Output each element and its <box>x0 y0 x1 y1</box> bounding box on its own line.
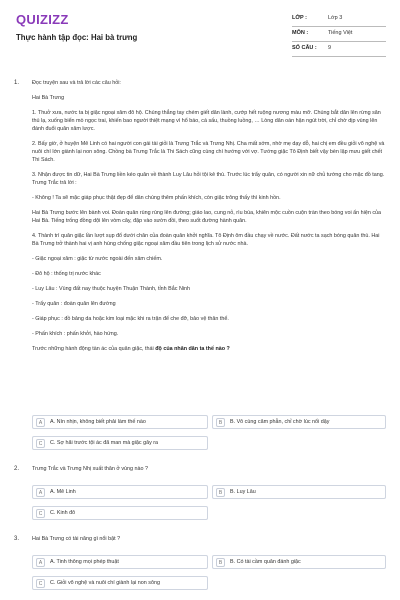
meta-key: LỚP : <box>292 15 307 21</box>
option-letter: A <box>36 558 45 567</box>
meta-value: 9 <box>328 45 332 51</box>
glossary-item: - Phấn khích : phấn khởi, hào hứng. <box>32 331 119 337</box>
option-letter: A <box>36 418 45 427</box>
meta-row-class <box>292 12 386 27</box>
story-paragraph: 3. Nhận được tin dữ, Hai Bà Trưng liền kéo quân về thành Luy Lâu hỏi tội kẻ thù. Trước lúc trẩy quân, có người xin nữ chủ tướng cho mặc đồ tang. Trưng Trắc trả lời : <box>32 172 385 186</box>
glossary-item: - Trẩy quân : đoàn quân lên đường <box>32 301 116 307</box>
question-3-body <box>32 535 386 550</box>
meta-row-count <box>292 42 386 57</box>
story-paragraph: - Không ! Ta sẽ mặc giáp phục thật đẹp để dân chúng thêm phấn khích, còn giặc trông thấy thì kinh hồn. <box>32 195 281 201</box>
option-letter: B <box>216 558 225 567</box>
option-text: A. Mê Linh <box>50 489 76 495</box>
glossary-item: - Giặc ngoại xâm : giặc từ nước ngoài đến xâm chiếm. <box>32 256 163 262</box>
worksheet-title: Thực hành tập đọc: Hai bà trưng <box>16 33 138 42</box>
option-b[interactable] <box>212 485 386 499</box>
question-prompt <box>32 345 386 353</box>
option-c[interactable] <box>32 576 208 590</box>
meta-row-subject <box>292 27 386 42</box>
option-text: B. Luy Lâu <box>230 489 256 495</box>
story-paragraph: 1. Thuở xưa, nước ta bị giặc ngoại xâm đô hộ. Chúng thẳng tay chém giết dân lành, cướp hết ruộng nương màu mỡ. Chúng bắt dân lên rừng săn thú lạ, xuống biển mò ngọc trai, khiến bao người thiệt mạng vì hổ báo, cá sấu, thuồng luồng, … Lòng dân oán hận ngút trời, chỉ chờ dịp vùng lên đánh đuổi quân xâm lược. <box>32 110 381 132</box>
meta-value: Lớp 3 <box>328 15 343 21</box>
option-a[interactable] <box>32 555 208 569</box>
question-number: 2. <box>14 466 20 472</box>
question-instruction: Đọc truyện sau và trả lời các câu hỏi: <box>32 80 121 86</box>
story-paragraph: Hai Bà Trưng bước lên bành voi. Đoàn quân rùng rùng lên đường; giáo lao, cung nỏ, rìu búa, khiên mộc cuồn cuộn tràn theo bóng voi ẩn hiện của Hai Bà. Tiếng trống đồng dội lên vòm cây, đập vào sườn đồi, theo suốt đường hành quân. <box>32 210 382 224</box>
option-text: A. Nín nhịn, không biết phải làm thế nào <box>50 419 146 425</box>
option-a[interactable] <box>32 415 208 429</box>
question-1-body <box>32 79 386 360</box>
glossary-item: - Luy Lâu : Vùng đất nay thuộc huyện Thuận Thành, tỉnh Bắc Ninh <box>32 286 191 292</box>
meta-key: SỐ CÂU : <box>292 45 317 51</box>
option-letter: C <box>36 579 45 588</box>
meta-value: Tiếng Việt <box>328 30 353 36</box>
glossary-item: - Giáp phục : đồ bảng da hoặc kim loại mặc khi ra trận để che đỡ, bảo vệ thân thể. <box>32 316 229 322</box>
meta-key: MÔN : <box>292 30 309 36</box>
worksheet-header <box>0 0 400 60</box>
prompt-text: Trước những hành động tàn ác của quân giặc, thái <box>32 346 156 352</box>
prompt-bold-text: độ của nhân dân ta thế nào ? <box>155 346 230 352</box>
story-paragraph: 4. Thành trì quân giặc lần lượt sụp đổ dưới chân của đoàn quân khởi nghĩa. Tô Định ôm đầu chạy về nước. Đất nước ta sạch bóng quân thù. Hai Bà Trưng trở thành hai vị anh hùng chống giặc ngoại xâm đầu tiên trong lịch sử nước nhà. <box>32 233 380 247</box>
option-letter: C <box>36 509 45 518</box>
option-a[interactable] <box>32 485 208 499</box>
option-letter: B <box>216 488 225 497</box>
story-paragraph: 2. Bấy giờ, ở huyện Mê Linh có hai người con gái tài giỏi là Trưng Trắc và Trưng Nhị. Cha mất sớm, nhờ mẹ dạy dỗ, hai chị em đều giỏi võ nghệ và nuôi chí lớn giành lại non sông. Chồng bà Trưng Trắc là Thi Sách cũng cùng chí hướng với vợ. Tướng giặc Tô Định biết vậy bèn lập mưu giết chết Thi Sách. <box>32 141 385 163</box>
option-letter: A <box>36 488 45 497</box>
glossary-item: - Đô hộ : thống trị nước khác <box>32 271 101 277</box>
question-number: 3. <box>14 536 20 542</box>
option-text: B. Vô cùng căm phẫn, chỉ chờ lúc nổi dậy <box>230 419 330 425</box>
option-b[interactable] <box>212 555 386 569</box>
option-text: B. Có tài cầm quân đánh giặc <box>230 559 301 565</box>
option-text: A. Tinh thông mọi phép thuật <box>50 559 119 565</box>
quizizz-logo: QUIZIZZ <box>16 12 69 27</box>
question-2-body <box>32 465 386 480</box>
question-prompt: Hai Bà Trưng có tài năng gì nổi bật ? <box>32 536 121 542</box>
question-number: 1. <box>14 80 20 86</box>
option-text: C. Kinh đô <box>50 510 76 516</box>
option-c[interactable] <box>32 436 208 450</box>
worksheet-meta <box>292 12 386 57</box>
question-prompt: Trưng Trắc và Trưng Nhị xuất thân ở vùng nào ? <box>32 466 149 472</box>
option-text: C. Sợ hãi trước tội ác đã man mà giặc gây ra <box>50 440 159 446</box>
option-c[interactable] <box>32 506 208 520</box>
option-text: C. Giỏi võ nghệ và nuôi chí giành lại non sông <box>50 580 160 586</box>
option-letter: C <box>36 439 45 448</box>
story-title: Hai Bà Trưng <box>32 95 65 101</box>
option-b[interactable] <box>212 415 386 429</box>
option-letter: B <box>216 418 225 427</box>
